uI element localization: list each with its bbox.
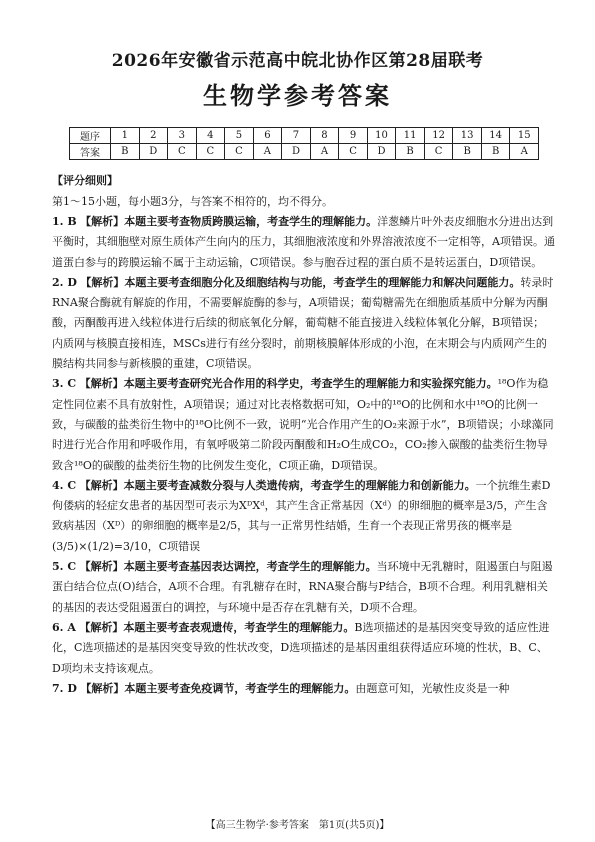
item-label: 1. B <box>52 215 77 228</box>
answer-cell: C <box>424 144 453 160</box>
item-label: 7. D <box>52 681 77 695</box>
explanation-item <box>52 476 555 557</box>
item-text: B选项描述的是基因突变导致的适应性进化，C选项描述的是基因突变导致的性状改变，D选项描述的是基因重组获得适应环境的性状，B、C、D项均未支持该观点。 <box>52 620 550 675</box>
answer-cell: B <box>111 144 140 160</box>
item-focus: 本题主要考查表观遗传，考查学生的理解能力。 <box>123 620 355 634</box>
question-number: 12 <box>424 128 453 144</box>
question-number: 15 <box>510 128 539 144</box>
item-text: ¹⁸O作为稳定性同位素不具有放射性，A项错误；通过对比表格数据可知，O₂中的¹⁸O的比例和水中¹⁸O的比例一致，与碳酸的盐类衍生物中的¹⁸O比例不一致，说明“光合作用产生的O₂来源于水”，B项错误；小球藻同时进行光合作用和呼吸作用，有氧呼吸第二阶段丙酮酸和H₂O生成CO₂，CO₂掺入碳酸的盐类衍生物导致含¹⁸O的碳酸的盐类衍生物的比例发生变化，C项正确，D项错误。 <box>52 377 554 472</box>
explanation-item <box>52 273 555 374</box>
question-number: 3 <box>168 128 197 144</box>
item-label: 2. D <box>52 275 77 289</box>
analysis-tag: 【解析】 <box>79 377 124 391</box>
answer-cell: A <box>310 144 339 160</box>
answer-table-number-row <box>70 128 539 144</box>
explanation-item <box>52 679 555 699</box>
item-text: 当环境中无乳糖时，阻遏蛋白与阻遏蛋白结合位点(O)结合，A项不合理。有乳糖存在时，RNA聚合酶与P结合，B项不合理。利用乳糖相关的基因的表达受阻遏蛋白的调控，与环境中是否存在乳糖有关，D项不合理。 <box>52 560 553 614</box>
item-label: 6. A <box>52 620 76 634</box>
item-text: 洋葱鳞片叶外表皮细胞水分进出达到平衡时，其细胞壁对原生质体产生向内的压力，其细胞液浓度和外界溶液浓度不一定相等，A项错误。通道蛋白参与的跨膜运输不属于主动运输，C项错误。参与胞吞过程的蛋白质不是转运蛋白，D项错误。 <box>52 215 555 269</box>
question-number: 8 <box>310 128 339 144</box>
question-number: 14 <box>481 128 510 144</box>
answer-cell: D <box>367 144 396 160</box>
item-focus: 本题主要考查免疫调节，考查学生的理解能力。 <box>124 681 356 695</box>
explanation-item <box>52 618 555 679</box>
explanations <box>52 212 555 699</box>
explanation-item <box>52 374 555 475</box>
question-number: 4 <box>196 128 225 144</box>
question-number: 13 <box>453 128 482 144</box>
question-number: 11 <box>396 128 425 144</box>
item-text: 由题意可知，光敏性皮炎是一种 <box>355 681 510 695</box>
answer-cell: B <box>453 144 482 160</box>
answer-table-answer-row <box>70 144 539 160</box>
item-focus: 本题主要考查减数分裂与人类遗传病，考查学生的理解能力和创新能力。 <box>123 478 476 492</box>
item-focus: 本题主要考查细胞分化及细胞结构与功能，考查学生的理解能力和解决问题能力。 <box>124 275 521 289</box>
number-row-label: 题序 <box>70 128 111 144</box>
question-number: 6 <box>253 128 282 144</box>
question-number: 9 <box>339 128 368 144</box>
scoring-section-title: 【评分细则】 <box>52 174 118 187</box>
item-focus: 本题主要考查研究光合作用的科学史，考查学生的理解能力和实验探究能力。 <box>123 377 498 391</box>
question-number: 10 <box>367 128 396 144</box>
item-text: 一个抗维生素D佝偻病的轻症女患者的基因型可表示为XᴰXᵈ，其产生含正常基因（Xᵈ）的卵细胞的概率是3/5，产生含致病基因（Xᴰ）的卵细胞的概率是2/5，其与一正常男性结婚，生育一个表现正常男孩的概率是(3/5)×(1/2)=3/10，C项错误 <box>52 478 551 553</box>
analysis-tag: 【解析】 <box>80 681 125 695</box>
explanation-item <box>52 557 555 618</box>
answer-key-title: 生物学参考答案 <box>203 81 392 110</box>
question-number: 7 <box>282 128 311 144</box>
answer-cell: C <box>196 144 225 160</box>
analysis-tag: 【解析】 <box>80 215 125 228</box>
analysis-tag: 【解析】 <box>79 620 124 634</box>
answer-cell: A <box>253 144 282 160</box>
item-label: 3. C <box>52 377 77 391</box>
analysis-tag: 【解析】 <box>80 275 125 289</box>
item-focus: 本题主要考查物质跨膜运输，考查学生的理解能力。 <box>124 215 378 228</box>
item-focus: 本题主要考查基因表达调控，考查学生的理解能力。 <box>123 560 377 574</box>
answer-cell: B <box>481 144 510 160</box>
answer-cell: C <box>225 144 254 160</box>
question-number: 1 <box>111 128 140 144</box>
question-number: 2 <box>139 128 168 144</box>
analysis-tag: 【解析】 <box>79 560 124 574</box>
answer-cell: A <box>510 144 539 160</box>
scoring-rule: 第1～15小题，每小题3分，与答案不相符的，均不得分。 <box>52 195 333 208</box>
answer-cell: B <box>396 144 425 160</box>
answer-cell: C <box>339 144 368 160</box>
question-number: 5 <box>225 128 254 144</box>
answer-cell: D <box>139 144 168 160</box>
analysis-tag: 【解析】 <box>79 478 124 492</box>
answer-cell: C <box>168 144 197 160</box>
item-text: 转录时RNA聚合酶就有解旋的作用，不需要解旋酶的参与，A项错误；葡萄糖需先在细胞质基质中分解为丙酮酸，丙酮酸再进入线粒体进行后续的彻底氧化分解，葡萄糖不能直接进入线粒体氧化分解，B项错误；内质网与核膜直接相连，MSCs进行有丝分裂时，前期核膜解体形成的小泡，在末期会与内质网产生的膜结构共同参与新核膜的重建，C项错误。 <box>52 275 554 371</box>
item-label: 5. C <box>52 560 77 574</box>
exam-title: 2026年安徽省示范高中皖北协作区第28届联考 <box>111 51 484 71</box>
explanation-item <box>52 212 555 273</box>
answer-table <box>69 127 539 160</box>
page-footer: 【高三生物学·参考答案 第1页(共5页)】 <box>205 820 390 831</box>
answer-row-label: 答案 <box>70 144 111 160</box>
answer-cell: D <box>282 144 311 160</box>
item-label: 4. C <box>52 478 77 492</box>
